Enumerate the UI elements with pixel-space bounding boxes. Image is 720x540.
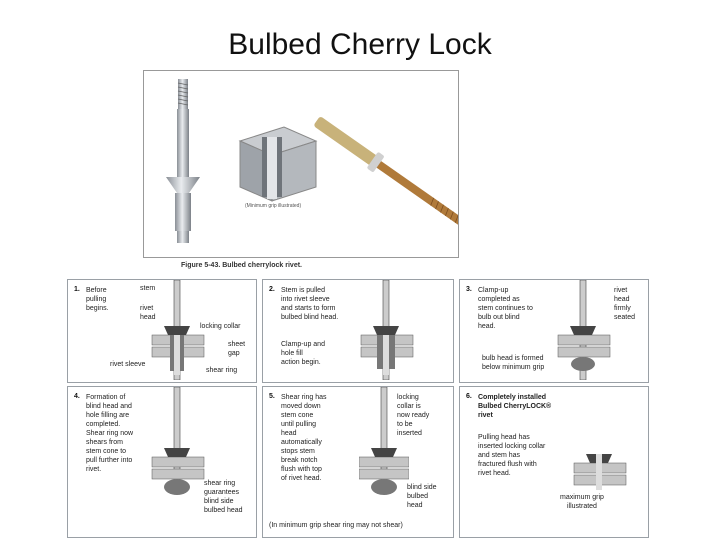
panel-number: 4. (74, 393, 80, 400)
panel-number: 3. (466, 286, 472, 293)
panel-number: 5. (269, 393, 275, 400)
rivet-diagram-1 (148, 280, 208, 380)
stem-end (177, 231, 189, 243)
panel-text: Pulling head has inserted locking collar and stem has fractured flush with rivet head. (478, 434, 546, 477)
panel-note: (In minimum grip shear ring may not shear) (269, 522, 403, 529)
panel-2 (262, 279, 454, 383)
label-locking-collar-ready: locking collar is now ready to be inserted (397, 394, 430, 437)
panel-1 (67, 279, 257, 383)
panel-number: 2. (269, 286, 275, 293)
label-rivet-head: rivet head (140, 305, 156, 321)
label-sheet-gap: sheet gap (228, 341, 246, 357)
panel-number: 6. (466, 393, 472, 400)
rivet-diagram-5 (359, 387, 409, 517)
cutaway-block (240, 127, 316, 201)
label-seated: rivet head firmly seated (614, 287, 636, 321)
stem-shank (177, 109, 189, 177)
rivet-diagram-2 (357, 280, 417, 380)
slide-title: Bulbed Cherry Lock (228, 28, 492, 61)
label-guarantee: shear ring guarantees blind side bulbed head (204, 480, 243, 514)
panel-number: 1. (74, 286, 80, 293)
label-max-grip: maximum grip illustrated (560, 494, 604, 510)
label-stem: stem (140, 285, 156, 292)
rivet-diagram-4 (148, 387, 208, 535)
rivet-photo (311, 113, 458, 234)
panel-text: Before pulling begins. (86, 287, 109, 312)
label-rivet-sleeve: rivet sleeve (110, 361, 146, 368)
panel-text: Formation of blind head and hole filling are completed. Shear ring now shears from stem cone to pull further into rivet. (86, 394, 134, 473)
panel-text-2: Clamp-up and hole fill action begin. (281, 341, 325, 366)
rivet-figure (143, 70, 459, 258)
panel-text: Clamp-up completed as stem continues to bulb out blind head. (478, 287, 533, 330)
panel-text: Shear ring has moved down stem cone until pulling head automatically stops stem break notch flush with top of rivet head. (281, 394, 327, 482)
panel-4 (67, 386, 257, 538)
label-shear-ring: shear ring (206, 367, 238, 374)
panel-title: Completely installed Bulbed CherryLOCK® rivet (478, 394, 552, 419)
label-blind-side: blind side bulbed head (407, 484, 437, 509)
panel-5 (262, 386, 454, 538)
label-locking-collar: locking collar (200, 323, 241, 330)
inset-label: (Minimum grip illustrated) (245, 203, 302, 209)
rivet-illustration (144, 71, 458, 257)
rivet-diagram-3 (556, 280, 612, 380)
figure-caption: Figure 5-43. Bulbed cherrylock rivet. (181, 262, 302, 269)
rivet-diagram-6 (570, 451, 630, 495)
panel-3 (459, 279, 649, 383)
rivet-sleeve (175, 193, 191, 231)
stem-threads (178, 79, 188, 109)
panel-text: Stem is pulled into rivet sleeve and starts to form bulbed blind head. (281, 287, 339, 321)
rivet-head-cone (166, 177, 200, 193)
label-bulb: bulb head is formed below minimum grip (482, 355, 545, 371)
panel-6 (459, 386, 649, 538)
